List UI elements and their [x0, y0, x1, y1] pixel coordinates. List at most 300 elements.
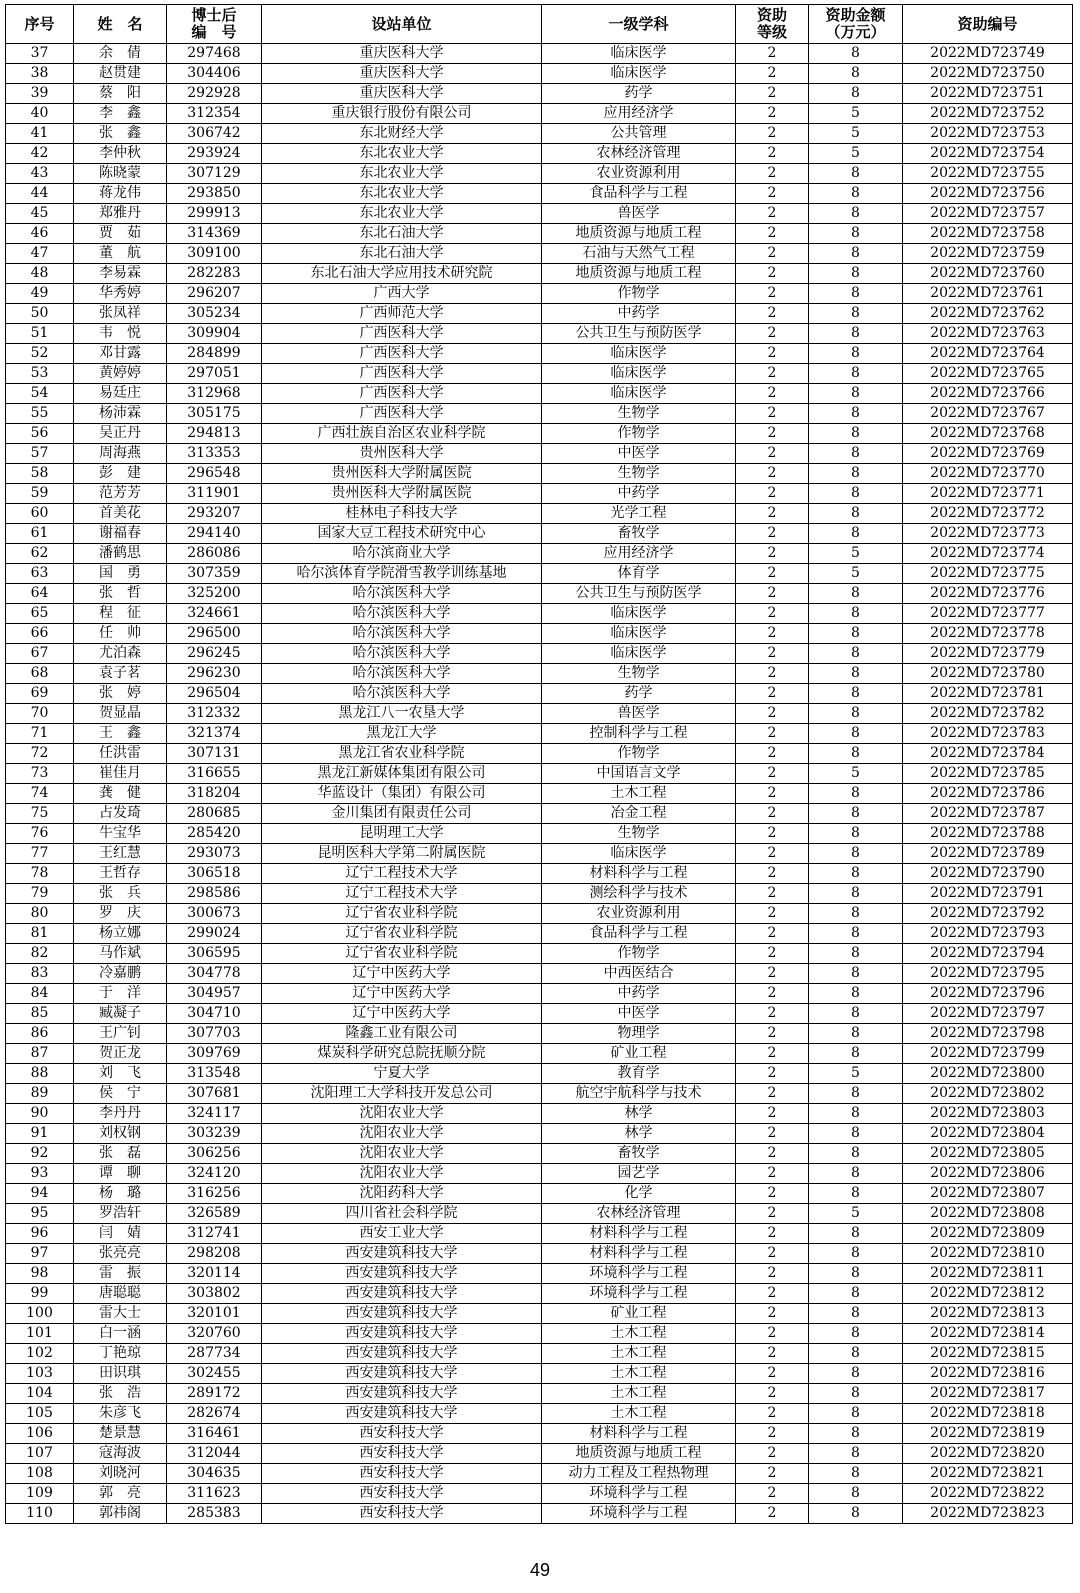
host-unit-cell: 西安科技大学	[262, 1424, 542, 1444]
table-row	[6, 464, 1073, 484]
fund-number-cell: 2022MD723807	[903, 1184, 1073, 1204]
table-row	[6, 724, 1073, 744]
discipline-cell: 农业资源利用	[542, 904, 736, 924]
amount-cell: 5	[809, 564, 903, 584]
discipline-cell: 航空宇航科学与技术	[542, 1084, 736, 1104]
table-row	[6, 1004, 1073, 1024]
amount-cell: 8	[809, 844, 903, 864]
fund-number-cell: 2022MD723754	[903, 144, 1073, 164]
amount-cell: 8	[809, 1084, 903, 1104]
discipline-cell: 教育学	[542, 1064, 736, 1084]
host-unit-cell: 西安建筑科技大学	[262, 1284, 542, 1304]
postdoc-number-cell: 318204	[167, 784, 262, 804]
discipline-cell: 光学工程	[542, 504, 736, 524]
seq-cell: 96	[6, 1224, 74, 1244]
amount-cell: 8	[809, 1044, 903, 1064]
seq-cell: 78	[6, 864, 74, 884]
postdoc-number-cell: 316655	[167, 764, 262, 784]
table-row	[6, 1104, 1073, 1124]
seq-cell: 51	[6, 324, 74, 344]
amount-cell: 8	[809, 1184, 903, 1204]
name-cell: 刘晓河	[74, 1464, 167, 1484]
fund-number-cell: 2022MD723811	[903, 1264, 1073, 1284]
host-unit-cell: 四川省社会科学院	[262, 1204, 542, 1224]
grade-cell: 2	[736, 524, 809, 544]
header-line: 资助编号	[957, 14, 1018, 33]
table-row	[6, 1364, 1073, 1384]
postdoc-number-cell: 280685	[167, 804, 262, 824]
host-unit-cell: 东北农业大学	[262, 204, 542, 224]
discipline-cell: 测绘科学与技术	[542, 884, 736, 904]
postdoc-number-cell: 304710	[167, 1004, 262, 1024]
table-row	[6, 104, 1073, 124]
amount-cell: 8	[809, 644, 903, 664]
table-row	[6, 1064, 1073, 1084]
amount-cell: 8	[809, 1424, 903, 1444]
name-cell: 李仲秋	[74, 144, 167, 164]
host-unit-cell: 沈阳药科大学	[262, 1184, 542, 1204]
name-cell: 任 帅	[74, 624, 167, 644]
fund-number-cell: 2022MD723789	[903, 844, 1073, 864]
discipline-cell: 临床医学	[542, 44, 736, 64]
host-unit-cell: 华蓝设计（集团）有限公司	[262, 784, 542, 804]
table-row	[6, 1184, 1073, 1204]
discipline-cell: 药学	[542, 84, 736, 104]
name-cell: 龚 健	[74, 784, 167, 804]
table-row	[6, 304, 1073, 324]
host-unit-cell: 西安建筑科技大学	[262, 1404, 542, 1424]
name-cell: 周海燕	[74, 444, 167, 464]
seq-cell: 48	[6, 264, 74, 284]
table-row	[6, 344, 1073, 364]
table-row	[6, 804, 1073, 824]
name-cell: 邓甘露	[74, 344, 167, 364]
postdoc-number-cell: 307681	[167, 1084, 262, 1104]
seq-cell: 60	[6, 504, 74, 524]
seq-cell: 52	[6, 344, 74, 364]
amount-cell: 5	[809, 1064, 903, 1084]
postdoc-number-cell: 312968	[167, 384, 262, 404]
host-unit-cell: 昆明理工大学	[262, 824, 542, 844]
grade-cell: 2	[736, 764, 809, 784]
seq-cell: 41	[6, 124, 74, 144]
host-unit-cell: 沈阳农业大学	[262, 1164, 542, 1184]
discipline-cell: 土木工程	[542, 1324, 736, 1344]
discipline-cell: 环境科学与工程	[542, 1484, 736, 1504]
postdoc-number-cell: 296500	[167, 624, 262, 644]
name-cell: 赵贯建	[74, 64, 167, 84]
name-cell: 李 鑫	[74, 104, 167, 124]
header-postdoc-number	[167, 5, 262, 44]
postdoc-number-cell: 293850	[167, 184, 262, 204]
name-cell: 楚景慧	[74, 1424, 167, 1444]
fund-number-cell: 2022MD723815	[903, 1344, 1073, 1364]
table-row	[6, 784, 1073, 804]
name-cell: 尤泊森	[74, 644, 167, 664]
table-row	[6, 1224, 1073, 1244]
table-row	[6, 284, 1073, 304]
name-cell: 郭祎阁	[74, 1504, 167, 1524]
table-row	[6, 184, 1073, 204]
grade-cell: 2	[736, 224, 809, 244]
name-cell: 张 哲	[74, 584, 167, 604]
host-unit-cell: 沈阳理工大学科技开发总公司	[262, 1084, 542, 1104]
amount-cell: 8	[809, 1404, 903, 1424]
postdoc-number-cell: 313548	[167, 1064, 262, 1084]
table-row	[6, 524, 1073, 544]
discipline-cell: 生物学	[542, 404, 736, 424]
table-row	[6, 684, 1073, 704]
header-host-unit	[262, 5, 542, 44]
seq-cell: 83	[6, 964, 74, 984]
postdoc-number-cell: 316461	[167, 1424, 262, 1444]
amount-cell: 8	[809, 464, 903, 484]
seq-cell: 46	[6, 224, 74, 244]
table-row	[6, 264, 1073, 284]
grade-cell: 2	[736, 364, 809, 384]
host-unit-cell: 黑龙江大学	[262, 724, 542, 744]
host-unit-cell: 辽宁工程技术大学	[262, 884, 542, 904]
postdoc-number-cell: 296504	[167, 684, 262, 704]
fund-number-cell: 2022MD723816	[903, 1364, 1073, 1384]
seq-cell: 90	[6, 1104, 74, 1124]
postdoc-number-cell: 316256	[167, 1184, 262, 1204]
name-cell: 张 浩	[74, 1384, 167, 1404]
seq-cell: 37	[6, 44, 74, 64]
host-unit-cell: 国家大豆工程技术研究中心	[262, 524, 542, 544]
postdoc-number-cell: 307131	[167, 744, 262, 764]
amount-cell: 8	[809, 744, 903, 764]
fund-number-cell: 2022MD723792	[903, 904, 1073, 924]
discipline-cell: 农林经济管理	[542, 144, 736, 164]
grade-cell: 2	[736, 1084, 809, 1104]
discipline-cell: 地质资源与地质工程	[542, 1444, 736, 1464]
fund-number-cell: 2022MD723784	[903, 744, 1073, 764]
postdoc-number-cell: 312354	[167, 104, 262, 124]
grade-cell: 2	[736, 404, 809, 424]
seq-cell: 82	[6, 944, 74, 964]
seq-cell: 62	[6, 544, 74, 564]
discipline-cell: 中药学	[542, 984, 736, 1004]
amount-cell: 8	[809, 344, 903, 364]
discipline-cell: 地质资源与地质工程	[542, 264, 736, 284]
postdoc-number-cell: 320114	[167, 1264, 262, 1284]
table-row	[6, 1484, 1073, 1504]
table-row	[6, 384, 1073, 404]
discipline-cell: 物理学	[542, 1024, 736, 1044]
seq-cell: 45	[6, 204, 74, 224]
host-unit-cell: 辽宁中医药大学	[262, 984, 542, 1004]
postdoc-number-cell: 321374	[167, 724, 262, 744]
name-cell: 于 洋	[74, 984, 167, 1004]
table-row	[6, 244, 1073, 264]
host-unit-cell: 西安科技大学	[262, 1464, 542, 1484]
table-row	[6, 204, 1073, 224]
table-row	[6, 1384, 1073, 1404]
discipline-cell: 土木工程	[542, 1364, 736, 1384]
fund-number-cell: 2022MD723805	[903, 1144, 1073, 1164]
postdoc-number-cell: 299913	[167, 204, 262, 224]
table-row	[6, 1304, 1073, 1324]
postdoc-number-cell: 324117	[167, 1104, 262, 1124]
postdoc-number-cell: 296230	[167, 664, 262, 684]
discipline-cell: 公共卫生与预防医学	[542, 584, 736, 604]
amount-cell: 5	[809, 764, 903, 784]
seq-cell: 76	[6, 824, 74, 844]
amount-cell: 8	[809, 244, 903, 264]
discipline-cell: 材料科学与工程	[542, 1244, 736, 1264]
fund-number-cell: 2022MD723756	[903, 184, 1073, 204]
amount-cell: 8	[809, 484, 903, 504]
amount-cell: 8	[809, 1284, 903, 1304]
table-row	[6, 124, 1073, 144]
postdoc-number-cell: 285383	[167, 1504, 262, 1524]
seq-cell: 66	[6, 624, 74, 644]
seq-cell: 88	[6, 1064, 74, 1084]
seq-cell: 73	[6, 764, 74, 784]
seq-cell: 110	[6, 1504, 74, 1524]
fund-number-cell: 2022MD723780	[903, 664, 1073, 684]
amount-cell: 8	[809, 1304, 903, 1324]
seq-cell: 79	[6, 884, 74, 904]
fund-number-cell: 2022MD723768	[903, 424, 1073, 444]
table-row	[6, 1424, 1073, 1444]
grade-cell: 2	[736, 624, 809, 644]
fund-number-cell: 2022MD723809	[903, 1224, 1073, 1244]
grade-cell: 2	[736, 64, 809, 84]
grade-cell: 2	[736, 324, 809, 344]
host-unit-cell: 西安建筑科技大学	[262, 1244, 542, 1264]
amount-cell: 8	[809, 704, 903, 724]
fund-number-cell: 2022MD723763	[903, 324, 1073, 344]
host-unit-cell: 重庆医科大学	[262, 84, 542, 104]
seq-cell: 106	[6, 1424, 74, 1444]
amount-cell: 8	[809, 164, 903, 184]
seq-cell: 109	[6, 1484, 74, 1504]
fund-number-cell: 2022MD723813	[903, 1304, 1073, 1324]
seq-cell: 86	[6, 1024, 74, 1044]
funding-list-sheet	[5, 4, 1072, 1524]
header-line: 博士后	[191, 6, 237, 24]
grade-cell: 2	[736, 784, 809, 804]
postdoc-number-cell: 297468	[167, 44, 262, 64]
grade-cell: 2	[736, 924, 809, 944]
grade-cell: 2	[736, 1464, 809, 1484]
name-cell: 国 勇	[74, 564, 167, 584]
table-row	[6, 1324, 1073, 1344]
table-row	[6, 764, 1073, 784]
host-unit-cell: 西安建筑科技大学	[262, 1384, 542, 1404]
seq-cell: 104	[6, 1384, 74, 1404]
table-row	[6, 1024, 1073, 1044]
amount-cell: 8	[809, 284, 903, 304]
grade-cell: 2	[736, 1104, 809, 1124]
name-cell: 雷 振	[74, 1264, 167, 1284]
postdoc-number-cell: 293924	[167, 144, 262, 164]
seq-cell: 93	[6, 1164, 74, 1184]
fund-number-cell: 2022MD723771	[903, 484, 1073, 504]
table-row	[6, 924, 1073, 944]
discipline-cell: 石油与天然气工程	[542, 244, 736, 264]
amount-cell: 8	[809, 224, 903, 244]
grade-cell: 2	[736, 164, 809, 184]
fund-number-cell: 2022MD723758	[903, 224, 1073, 244]
host-unit-cell: 西安科技大学	[262, 1444, 542, 1464]
discipline-cell: 农林经济管理	[542, 1204, 736, 1224]
name-cell: 臧凝子	[74, 1004, 167, 1024]
grade-cell: 2	[736, 864, 809, 884]
postdoc-number-cell: 314369	[167, 224, 262, 244]
seq-cell: 103	[6, 1364, 74, 1384]
seq-cell: 61	[6, 524, 74, 544]
postdoc-number-cell: 297051	[167, 364, 262, 384]
discipline-cell: 应用经济学	[542, 104, 736, 124]
table-row	[6, 1084, 1073, 1104]
table-row	[6, 964, 1073, 984]
table-row	[6, 504, 1073, 524]
fund-number-cell: 2022MD723800	[903, 1064, 1073, 1084]
postdoc-number-cell: 313353	[167, 444, 262, 464]
name-cell: 谭 聊	[74, 1164, 167, 1184]
name-cell: 罗 庆	[74, 904, 167, 924]
postdoc-number-cell: 296207	[167, 284, 262, 304]
seq-cell: 108	[6, 1464, 74, 1484]
seq-cell: 89	[6, 1084, 74, 1104]
seq-cell: 42	[6, 144, 74, 164]
seq-cell: 64	[6, 584, 74, 604]
seq-cell: 65	[6, 604, 74, 624]
seq-cell: 80	[6, 904, 74, 924]
name-cell: 杨沛霖	[74, 404, 167, 424]
grade-cell: 2	[736, 1144, 809, 1164]
amount-cell: 8	[809, 944, 903, 964]
seq-cell: 55	[6, 404, 74, 424]
header-seq	[6, 5, 74, 44]
seq-cell: 54	[6, 384, 74, 404]
host-unit-cell: 广西医科大学	[262, 404, 542, 424]
discipline-cell: 林学	[542, 1124, 736, 1144]
table-row	[6, 544, 1073, 564]
grade-cell: 2	[736, 1344, 809, 1364]
postdoc-number-cell: 294140	[167, 524, 262, 544]
name-cell: 崔佳月	[74, 764, 167, 784]
table-row	[6, 1044, 1073, 1064]
grade-cell: 2	[736, 1444, 809, 1464]
grade-cell: 2	[736, 264, 809, 284]
discipline-cell: 临床医学	[542, 384, 736, 404]
name-cell: 杨立娜	[74, 924, 167, 944]
discipline-cell: 临床医学	[542, 344, 736, 364]
discipline-cell: 临床医学	[542, 844, 736, 864]
name-cell: 郭 亮	[74, 1484, 167, 1504]
name-cell: 谢福春	[74, 524, 167, 544]
name-cell: 蔡 阳	[74, 84, 167, 104]
host-unit-cell: 哈尔滨体育学院滑雪教学训练基地	[262, 564, 542, 584]
host-unit-cell: 哈尔滨商业大学	[262, 544, 542, 564]
name-cell: 潘鹤思	[74, 544, 167, 564]
discipline-cell: 兽医学	[542, 204, 736, 224]
name-cell: 朱彦飞	[74, 1404, 167, 1424]
table-row	[6, 984, 1073, 1004]
seq-cell: 57	[6, 444, 74, 464]
discipline-cell: 中国语言文学	[542, 764, 736, 784]
amount-cell: 8	[809, 584, 903, 604]
seq-cell: 38	[6, 64, 74, 84]
seq-cell: 69	[6, 684, 74, 704]
page-number: 49	[529, 1560, 551, 1580]
host-unit-cell: 煤炭科学研究总院抚顺分院	[262, 1044, 542, 1064]
grade-cell: 2	[736, 1484, 809, 1504]
host-unit-cell: 哈尔滨医科大学	[262, 604, 542, 624]
grade-cell: 2	[736, 344, 809, 364]
postdoc-number-cell: 294813	[167, 424, 262, 444]
host-unit-cell: 西安科技大学	[262, 1484, 542, 1504]
amount-cell: 5	[809, 544, 903, 564]
fund-number-cell: 2022MD723764	[903, 344, 1073, 364]
header-line: 等级	[756, 23, 787, 41]
table-row	[6, 1504, 1073, 1524]
grade-cell: 2	[736, 1264, 809, 1284]
discipline-cell: 生物学	[542, 464, 736, 484]
name-cell: 马作斌	[74, 944, 167, 964]
host-unit-cell: 重庆医科大学	[262, 44, 542, 64]
host-unit-cell: 东北石油大学	[262, 224, 542, 244]
table-row	[6, 424, 1073, 444]
fund-number-cell: 2022MD723804	[903, 1124, 1073, 1144]
discipline-cell: 体育学	[542, 564, 736, 584]
amount-cell: 5	[809, 144, 903, 164]
fund-number-cell: 2022MD723806	[903, 1164, 1073, 1184]
discipline-cell: 畜牧学	[542, 1144, 736, 1164]
host-unit-cell: 黑龙江新媒体集团有限公司	[262, 764, 542, 784]
seq-cell: 47	[6, 244, 74, 264]
name-cell: 雷大士	[74, 1304, 167, 1324]
amount-cell: 8	[809, 684, 903, 704]
amount-cell: 8	[809, 364, 903, 384]
fund-number-cell: 2022MD723793	[903, 924, 1073, 944]
amount-cell: 8	[809, 1024, 903, 1044]
postdoc-number-cell: 312741	[167, 1224, 262, 1244]
fund-number-cell: 2022MD723751	[903, 84, 1073, 104]
amount-cell: 8	[809, 664, 903, 684]
table-row	[6, 1204, 1073, 1224]
table-row	[6, 904, 1073, 924]
host-unit-cell: 西安建筑科技大学	[262, 1364, 542, 1384]
name-cell: 李丹丹	[74, 1104, 167, 1124]
host-unit-cell: 西安建筑科技大学	[262, 1324, 542, 1344]
table-row	[6, 664, 1073, 684]
discipline-cell: 生物学	[542, 824, 736, 844]
name-cell: 张 婷	[74, 684, 167, 704]
amount-cell: 8	[809, 204, 903, 224]
discipline-cell: 临床医学	[542, 64, 736, 84]
host-unit-cell: 西安建筑科技大学	[262, 1344, 542, 1364]
fund-number-cell: 2022MD723750	[903, 64, 1073, 84]
fund-number-cell: 2022MD723781	[903, 684, 1073, 704]
postdoc-number-cell: 299024	[167, 924, 262, 944]
grade-cell: 2	[736, 104, 809, 124]
grade-cell: 2	[736, 1004, 809, 1024]
postdoc-number-cell: 285420	[167, 824, 262, 844]
host-unit-cell: 辽宁省农业科学院	[262, 944, 542, 964]
funding-table	[5, 4, 1073, 1524]
grade-cell: 2	[736, 584, 809, 604]
grade-cell: 2	[736, 984, 809, 1004]
seq-cell: 39	[6, 84, 74, 104]
table-row	[6, 644, 1073, 664]
amount-cell: 8	[809, 784, 903, 804]
table-row	[6, 1124, 1073, 1144]
